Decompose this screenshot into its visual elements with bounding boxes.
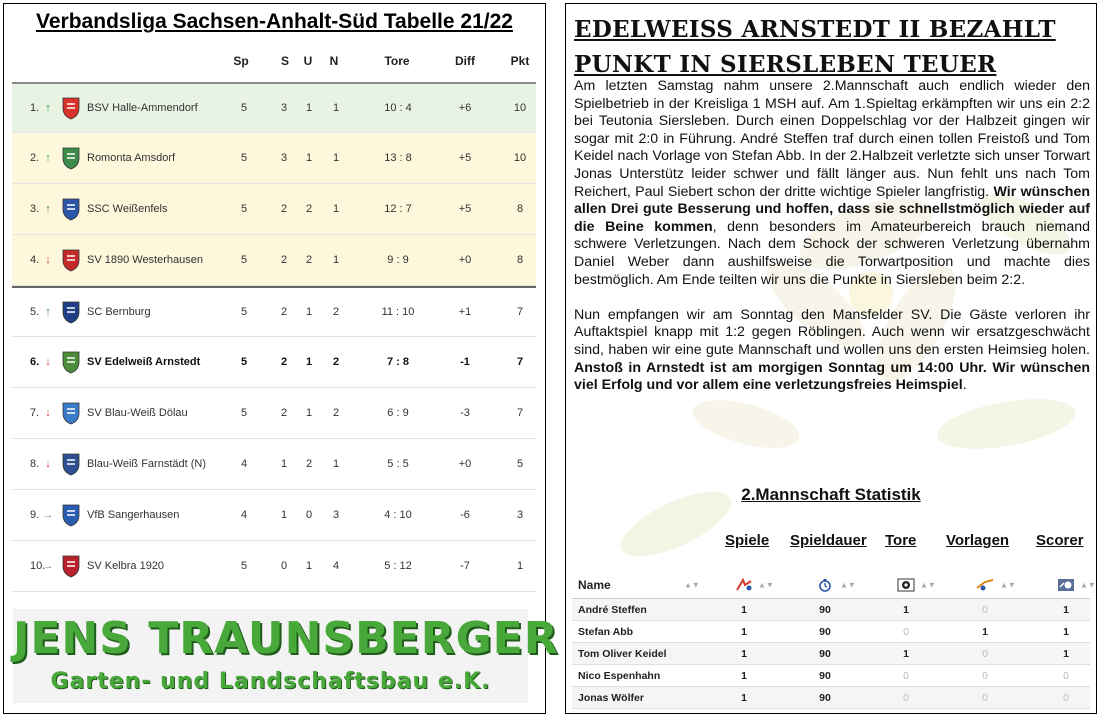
points: 10 (513, 152, 527, 164)
games-value: 1 (741, 647, 747, 660)
stat-header-tore: Tore (885, 532, 917, 549)
goals-value: 0 (903, 691, 909, 704)
games-played: 5 (240, 152, 248, 164)
goal-difference: -1 (460, 356, 470, 368)
goals-icon (897, 578, 915, 592)
points: 5 (516, 458, 524, 470)
scorer-value: 1 (1063, 647, 1069, 660)
minutes-value: 90 (819, 669, 831, 682)
draws: 0 (305, 509, 313, 521)
wins: 2 (280, 254, 288, 266)
goals: 6 : 9 (387, 407, 409, 419)
team-name[interactable]: SV 1890 Westerhausen (87, 254, 203, 266)
goals-value: 1 (903, 647, 909, 660)
col-header-s[interactable]: S (280, 54, 290, 68)
goal-difference: -7 (460, 560, 470, 572)
goal-difference: -3 (460, 407, 470, 419)
goals: 5 : 5 (387, 458, 409, 470)
goals: 9 : 9 (387, 254, 409, 266)
col-header-pkt[interactable]: Pkt (510, 54, 530, 68)
minutes-value: 90 (819, 625, 831, 638)
rank: 10. (30, 560, 46, 572)
trend-up-icon: ↑ (45, 152, 51, 164)
wins: 2 (280, 356, 288, 368)
draws: 1 (305, 102, 313, 114)
stats-table-body (572, 599, 1090, 709)
minutes-value: 90 (819, 647, 831, 660)
sort-icon[interactable]: ▲▼ (684, 580, 700, 590)
losses: 2 (332, 356, 340, 368)
goal-difference: +5 (458, 203, 472, 215)
trend-same-icon: → (42, 509, 54, 521)
goal-difference: +0 (458, 254, 472, 266)
scorer-value: 1 (1063, 603, 1069, 616)
minutes-icon (816, 578, 834, 592)
trend-down-icon: ↓ (45, 356, 51, 368)
wins: 2 (280, 407, 288, 419)
player-row (572, 599, 1090, 621)
assists-value: 0 (982, 603, 988, 616)
team-name[interactable]: SV Edelweiß Arnstedt (87, 356, 201, 368)
col-header-sp[interactable]: Sp (233, 54, 249, 68)
article-paragraph-2 (574, 307, 1090, 395)
player-name: André Steffen (578, 603, 647, 616)
goals-value: 1 (903, 603, 909, 616)
rank: 8. (30, 458, 40, 470)
rank: 4. (30, 254, 40, 266)
table-row[interactable] (12, 184, 536, 235)
wins: 3 (280, 102, 288, 114)
sort-icon[interactable]: ▲▼ (920, 580, 936, 590)
draws: 1 (305, 407, 313, 419)
stat-header-vorlagen: Vorlagen (946, 532, 1010, 549)
trend-up-icon: ↑ (45, 102, 51, 114)
games-played: 5 (240, 102, 248, 114)
games-played: 5 (240, 254, 248, 266)
article-headline: EDELWEISS ARNSTEDT II BEZAHLT PUNKT IN SIERSLEBEN TEUER (574, 16, 1056, 78)
trend-down-icon: ↓ (45, 254, 51, 266)
points: 7 (516, 306, 524, 318)
wins: 1 (280, 458, 288, 470)
assists-icon (976, 578, 994, 592)
assists-value: 0 (982, 647, 988, 660)
team-name[interactable]: SV Kelbra 1920 (87, 560, 165, 572)
draws: 1 (305, 306, 313, 318)
games-played: 5 (240, 407, 248, 419)
games-played: 5 (240, 203, 248, 215)
team-crest-icon (61, 197, 81, 221)
trend-same-icon: → (42, 560, 54, 572)
team-name[interactable]: VfB Sangerhausen (87, 509, 180, 521)
table-row[interactable] (12, 541, 536, 592)
col-header-tore[interactable]: Tore (384, 54, 410, 68)
league-table-body (12, 82, 536, 592)
team-crest-icon (61, 503, 81, 527)
team-name[interactable]: BSV Halle-Ammendorf (87, 102, 198, 114)
losses: 2 (332, 306, 340, 318)
goal-difference: +5 (458, 152, 472, 164)
games-value: 1 (741, 691, 747, 704)
minutes-value: 90 (819, 603, 831, 616)
games-icon (735, 578, 753, 592)
scorer-value: 0 (1063, 669, 1069, 682)
player-row (572, 687, 1090, 709)
article-text: , denn besonders im Amateurbereich brauch niemand schwere Verletzungen. Nach dem Schock der schweren Verletzung übernahm Daniel Weber dann aushilfsweise die Torwartposition und machte dies bestmöglich. Am Ende teilten wir uns die Punkte in Siersleben beim 2:2. (574, 218, 1090, 288)
goals: 10 : 4 (384, 102, 412, 114)
stats-title: 2.Mannschaft Statistik (741, 485, 921, 504)
team-name[interactable]: SC Bernburg (87, 306, 151, 318)
draws: 1 (305, 152, 313, 164)
trend-up-icon: ↑ (45, 203, 51, 215)
team-name[interactable]: Romonta Amsdorf (87, 152, 176, 164)
rank: 9. (30, 509, 40, 521)
article-panel (565, 3, 1097, 714)
sort-icon[interactable]: ▲▼ (840, 580, 856, 590)
games-played: 5 (240, 560, 248, 572)
goals: 5 : 12 (384, 560, 412, 572)
losses: 1 (332, 203, 340, 215)
scorer-value: 0 (1063, 691, 1069, 704)
player-stats-table (572, 572, 1096, 709)
team-crest-icon (61, 452, 81, 476)
draws: 1 (305, 356, 313, 368)
team-crest-icon (61, 248, 81, 272)
points: 8 (516, 203, 524, 215)
rank: 3. (30, 203, 40, 215)
games-value: 1 (741, 603, 747, 616)
team-crest-icon (61, 300, 81, 324)
league-title: Verbandsliga Sachsen-Anhalt-Süd Tabelle 21/22 (36, 10, 513, 33)
stats-table-header (572, 572, 1096, 599)
losses: 4 (332, 560, 340, 572)
assists-value: 0 (982, 669, 988, 682)
goals: 4 : 10 (384, 509, 412, 521)
goal-difference: +6 (458, 102, 472, 114)
games-value: 1 (741, 625, 747, 638)
games-played: 5 (240, 306, 248, 318)
assists-value: 1 (982, 625, 988, 638)
assists-value: 0 (982, 691, 988, 704)
stat-header-scorer: Scorer (1036, 532, 1084, 549)
article-text: Am letzten Samstag nahm unsere 2.Mannschaft auch endlich wieder den Spielbetrieb in der Kreisliga 1 MSH auf. Am 1.Spieltag erkämpften wir uns ein 2:2 bei Teutonia Siersleben. Durch einen Doppelschlag vor der Halbzeit gingen wir sogar mit 2:0 in Führung. André Steffen traf durch einen tollen Freistoß und Tom Keidel nach Vorlage von Stefan Abb. In der 2.Halbzeit verletzte sich unser Torwart Jonas Unterstütz leider schwer und fällt länger aus. Nun fehlt uns nach Tom Reichert, Paul Siebert schon der dritte wichtige Spieler langfristig. (574, 78, 1090, 200)
scorer-value: 1 (1063, 625, 1069, 638)
article-text: Nun empfangen wir am Sonntag den Mansfelder SV. Die Gäste verloren ihr Auftaktspiel knapp mit 1:2 gegen Röblingen. Auch wenn wir ersatzgeschwächt sind, haben wir eine gute Mannschaft und wollen uns den ersten Heimsieg holen. (574, 306, 1090, 358)
points: 10 (513, 102, 527, 114)
losses: 1 (332, 152, 340, 164)
wins: 1 (280, 509, 288, 521)
stat-header-spieldauer: Spieldauer (790, 532, 867, 549)
points: 7 (516, 356, 524, 368)
player-name: Jonas Wölfer (578, 691, 644, 704)
sponsor-subtitle: Garten- und Landschaftsbau e.K. (50, 669, 491, 694)
goals: 12 : 7 (384, 203, 412, 215)
wins: 3 (280, 152, 288, 164)
losses: 2 (332, 407, 340, 419)
rank: 2. (30, 152, 40, 164)
team-name[interactable]: Blau-Weiß Farnstädt (N) (87, 458, 206, 470)
sort-icon[interactable]: ▲▼ (1000, 580, 1016, 590)
team-crest-icon (61, 554, 81, 578)
team-crest-icon (61, 401, 81, 425)
player-name: Nico Espenhahn (578, 669, 661, 682)
goals: 7 : 8 (386, 356, 410, 368)
sponsor-name: JENS TRAUNSBERGER (13, 613, 559, 664)
wins: 2 (280, 203, 288, 215)
trend-down-icon: ↓ (45, 458, 51, 470)
goals-value: 0 (903, 669, 909, 682)
points: 8 (516, 254, 524, 266)
draws: 2 (305, 203, 313, 215)
games-played: 4 (240, 458, 248, 470)
sponsor-banner (13, 609, 559, 703)
rank: 7. (30, 407, 40, 419)
article-bold-text: Anstoß in Arnstedt ist am morgigen Sonntag um 14:00 Uhr. Wir wünschen viel Erfolg und vor allem eine verletzungsfreies Heimspiel (574, 359, 1090, 394)
draws: 2 (305, 254, 313, 266)
games-played: 4 (240, 509, 248, 521)
draws: 1 (305, 560, 313, 572)
team-name[interactable]: SV Blau-Weiß Dölau (87, 407, 188, 419)
stat-header-spiele: Spiele (725, 532, 770, 549)
wins: 2 (280, 306, 288, 318)
points: 1 (516, 560, 524, 572)
losses: 1 (332, 254, 340, 266)
rank: 1. (30, 102, 40, 114)
goals: 11 : 10 (381, 306, 415, 318)
rank: 5. (30, 306, 40, 318)
sort-icon[interactable]: ▲▼ (1080, 580, 1096, 590)
table-row[interactable] (12, 286, 536, 337)
team-name[interactable]: SSC Weißenfels (87, 203, 168, 215)
col-header-n[interactable]: N (329, 54, 339, 68)
name-column-header[interactable]: Name (578, 578, 611, 592)
team-crest-icon (61, 146, 81, 170)
col-header-u[interactable]: U (303, 54, 313, 68)
games-value: 1 (741, 669, 747, 682)
trend-down-icon: ↓ (45, 407, 51, 419)
losses: 1 (332, 102, 340, 114)
article-text: . (962, 377, 967, 394)
table-row[interactable] (12, 82, 536, 133)
player-row (572, 643, 1090, 665)
wins: 0 (280, 560, 288, 572)
sort-icon[interactable]: ▲▼ (758, 580, 774, 590)
league-table-panel (3, 3, 559, 714)
goals-value: 0 (903, 625, 909, 638)
draws: 2 (305, 458, 313, 470)
points: 3 (516, 509, 524, 521)
trend-up-icon: ↑ (45, 306, 51, 318)
col-header-diff[interactable]: Diff (455, 54, 475, 68)
table-row[interactable] (12, 490, 536, 541)
minutes-value: 90 (819, 691, 831, 704)
table-row[interactable] (12, 235, 536, 286)
player-row (572, 665, 1090, 687)
goal-difference: -6 (460, 509, 470, 521)
article-bold-text: Wir wünschen allen Drei gute Besserung und hoffen, dass sie schnellstmöglich wieder auf die Beine kommen (574, 183, 1090, 235)
goals: 13 : 8 (384, 152, 412, 164)
games-played: 5 (240, 356, 248, 368)
table-row[interactable] (12, 388, 536, 439)
losses: 3 (332, 509, 340, 521)
team-crest-icon (61, 350, 81, 374)
team-crest-icon (61, 96, 81, 120)
rank: 6. (30, 356, 40, 368)
article-body (574, 78, 1090, 412)
goal-difference: +1 (458, 306, 472, 318)
article-paragraph-1 (574, 78, 1090, 289)
goal-difference: +0 (458, 458, 472, 470)
table-row[interactable] (12, 439, 536, 490)
points: 7 (516, 407, 524, 419)
player-name: Tom Oliver Keidel (578, 647, 667, 660)
player-name: Stefan Abb (578, 625, 634, 638)
table-row[interactable] (12, 133, 536, 184)
losses: 1 (332, 458, 340, 470)
table-row[interactable] (12, 337, 536, 388)
player-row (572, 621, 1090, 643)
scorer-icon (1057, 578, 1075, 592)
